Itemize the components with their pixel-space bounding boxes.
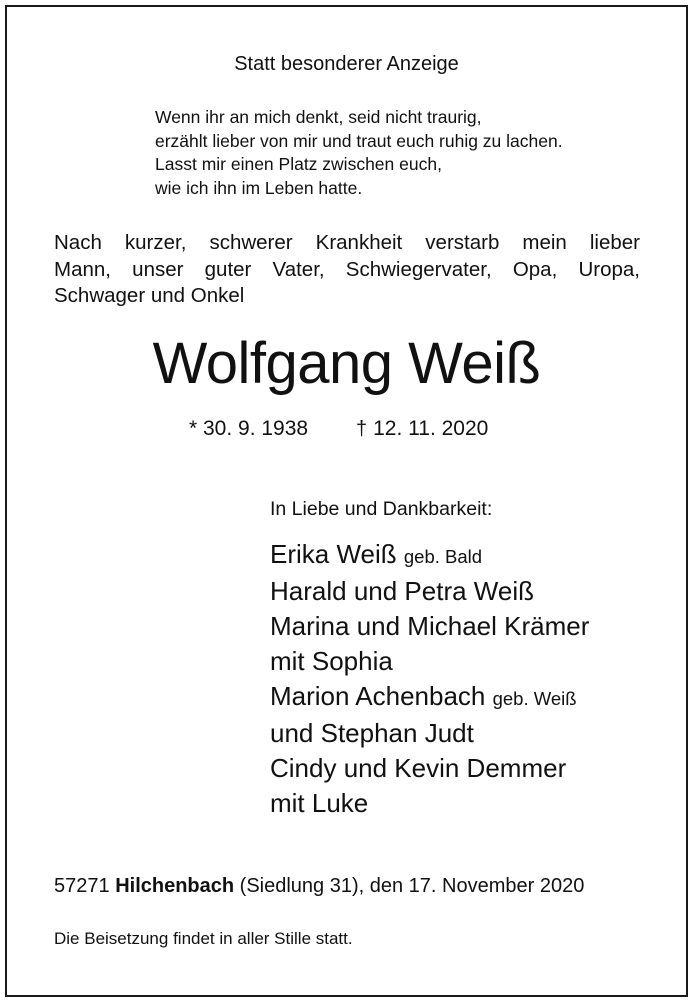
mourner-row [270, 716, 589, 751]
poem-line: Wenn ihr an mich denkt, seid nicht traurig, [155, 107, 482, 127]
poem [155, 106, 563, 200]
mourner-name: mit Luke [270, 788, 369, 818]
intro-line: Schwager und Onkel [54, 284, 245, 307]
intro-line: Mann, unser guter Vater, Schwiegervater, Opa, Uropa, [54, 257, 640, 281]
mourner-name: Harald und Petra Weiß [270, 576, 534, 606]
mourner-note: geb. Bald [403, 546, 483, 567]
cross-icon: † [356, 418, 368, 440]
burial-note: Die Beisetzung findet in aller Stille statt. [54, 929, 353, 948]
mourner-name: Erika Weiß [270, 539, 397, 569]
death-date-group [356, 417, 488, 441]
zip-code: 57271 [54, 875, 110, 897]
intro-line: Nach kurzer, schwerer Krankheit verstarb mein lieber [54, 231, 640, 254]
poem-line: erzählt lieber von mir und traut euch ruhig zu lachen. [155, 130, 563, 151]
death-date: 12. 11. 2020 [373, 417, 489, 440]
mourner-name: Cindy und Kevin Demmer [270, 753, 567, 783]
mourner-row [270, 609, 589, 644]
town-name: Hilchenbach [115, 875, 235, 897]
mourners-list [270, 537, 589, 821]
mourner-name: Marion Achenbach [270, 681, 486, 711]
mourner-row [270, 644, 589, 679]
intro-text [54, 230, 640, 310]
mourner-name: Marina und Michael Krämer [270, 611, 590, 641]
mourner-row [270, 786, 589, 821]
address-date: (Siedlung 31), den 17. November 2020 [239, 875, 585, 897]
place-and-date [54, 875, 584, 898]
mourner-name: und Stephan Judt [270, 718, 474, 748]
mourner-row [270, 574, 589, 609]
mourners-intro: In Liebe und Dankbarkeit: [270, 498, 493, 520]
mourner-row [270, 679, 589, 716]
mourner-note: geb. Weiß [492, 688, 577, 709]
poem-line: wie ich ihn im Leben hatte. [155, 177, 363, 198]
poem-line: Lasst mir einen Platz zwischen euch, [155, 154, 442, 174]
mourner-name: mit Sophia [270, 646, 393, 676]
birth-date: * 30. 9. 1938 [189, 417, 309, 440]
mourner-row [270, 751, 589, 786]
notice-header: Statt besonderer Anzeige [234, 53, 459, 75]
mourner-row [270, 537, 589, 574]
deceased-name: Wolfgang Weiß [152, 331, 541, 396]
